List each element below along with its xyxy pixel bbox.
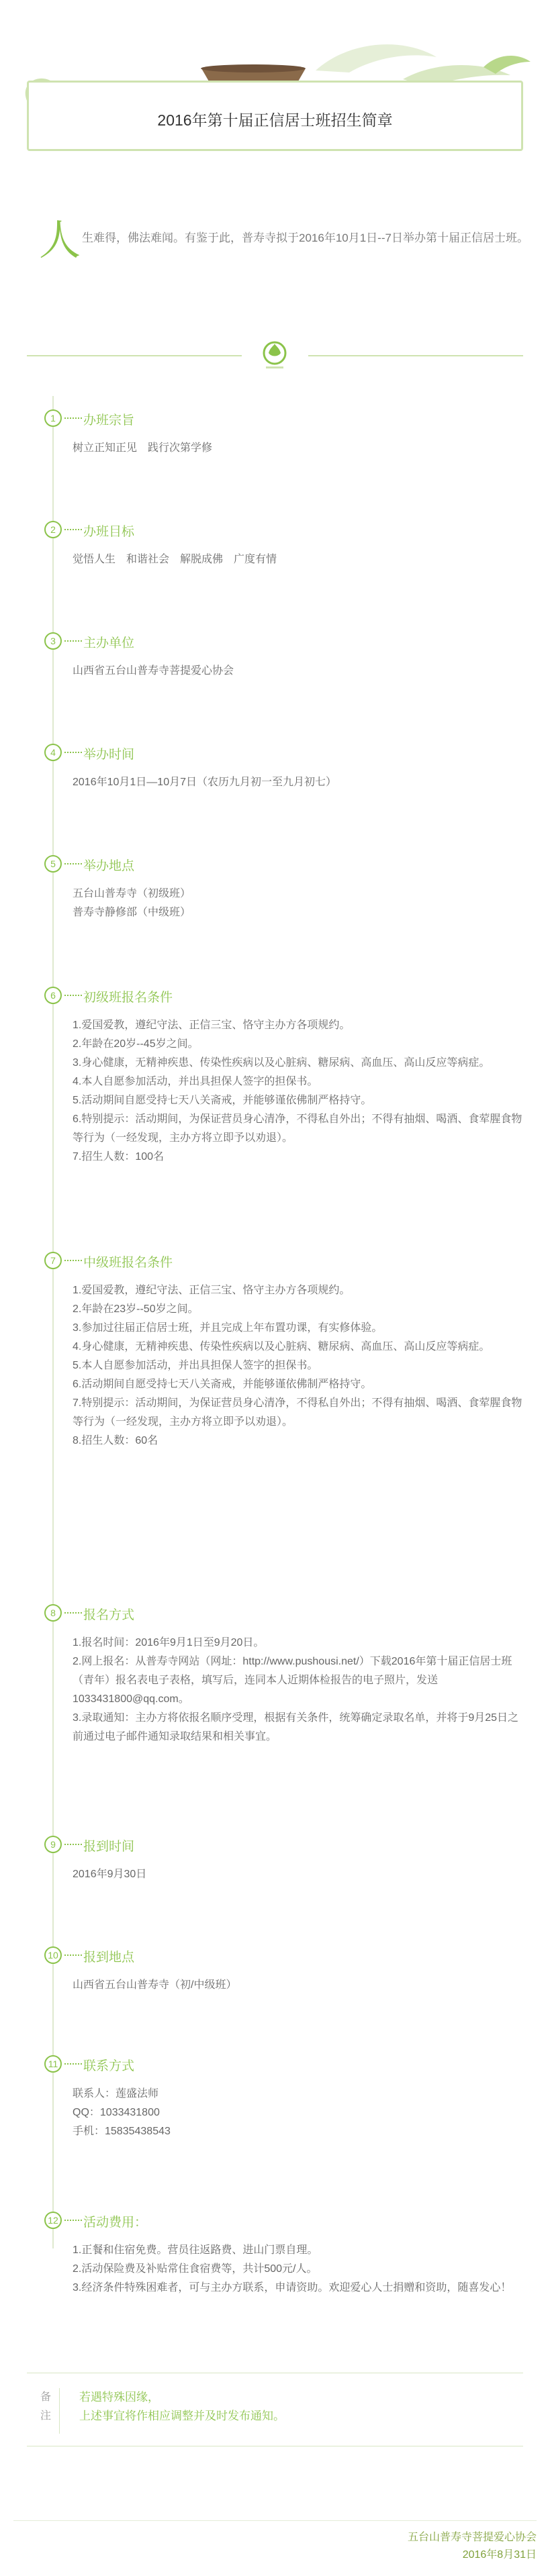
section-line: 3.身心健康，无精神疾患、传染性疾病以及心脏病、糖尿病、高血压、高山反应等病症。 — [73, 1057, 490, 1069]
section-number: 12 — [44, 2212, 62, 2229]
section-line: 4.本人自愿参加活动，并出具担保人签字的担保书。 — [73, 1076, 318, 1087]
section-line: 7.特别提示：活动期间，为保证营员身心清净，不得私自外出；不得有抽烟、喝酒、食荤腥食物等行为（一经发现，主办方将立即予以劝退）。 — [73, 1397, 522, 1428]
section-line: 2016年10月1日—10月7日（农历九月初一至九月初七） — [73, 777, 336, 788]
section-title: 报名方式 — [83, 1608, 135, 1622]
section-line: 8.招生人数：60名 — [73, 1435, 158, 1446]
section-line: 5.活动期间自愿受持七天八关斋戒，并能够谨依佛制严格持守。 — [73, 1095, 372, 1106]
section-line: 山西省五台山普寿寺（初/中级班） — [73, 1979, 237, 1991]
section-intermediate-requirements — [44, 1252, 528, 1450]
section-line: 6.活动期间自愿受持七天八关斋戒，并能够谨依佛制严格持守。 — [73, 1379, 372, 1390]
contact-person: 联系人：莲盛法师 — [73, 2088, 159, 2099]
section-organizer — [44, 632, 528, 681]
section-number: 1 — [44, 409, 62, 427]
section-title: 主办单位 — [83, 636, 135, 650]
section-line: 6.特别提示：活动期间，为保证营员身心清净，不得私自外出；不得有抽烟、喝酒、食荤腥食物等行为（一经发现，主办方将立即予以劝退）。 — [73, 1113, 522, 1144]
section-title: 初级班报名条件 — [83, 991, 173, 1005]
section-line: 普寿寺静修部（中级班） — [73, 907, 191, 918]
header-banner — [0, 0, 550, 164]
section-checkin-time — [44, 1836, 528, 1884]
section-number: 5 — [44, 855, 62, 873]
section-number: 6 — [44, 987, 62, 1004]
section-title: 办班宗旨 — [83, 413, 135, 428]
section-fees — [44, 2212, 528, 2297]
section-line: 树立正知正见 践行次第学修 — [73, 442, 213, 454]
signature — [408, 2529, 537, 2564]
section-title: 报到地点 — [83, 1950, 135, 1965]
section-number: 10 — [44, 1946, 62, 1964]
contact-qq: QQ：1033431800 — [73, 2107, 160, 2118]
note-box — [27, 2373, 523, 2446]
section-line: 2.网上报名：从普寿寺网站（网址：http://www.pushousi.net/）下载2016年第十届正信居士班（青年）报名表电子表格，填写后，连同本人近期体检报告的电子照片，发送1033431800@qq.com。 — [73, 1656, 512, 1705]
section-number: 3 — [44, 632, 62, 650]
section-title: 办班目标 — [83, 525, 135, 539]
signature-date: 2016年8月31日 — [462, 2549, 537, 2561]
section-line: 3.参加过往届正信居士班，并且完成上年布置功课，有实修体验。 — [73, 1322, 383, 1334]
section-number: 8 — [44, 1604, 62, 1622]
section-goals — [44, 521, 528, 569]
section-line: 3.录取通知：主办方将依报名顺序受理，根据有关条件，统筹确定录取名单，并将于9月25日之前通过电子邮件通知录取结果和相关事宜。 — [73, 1712, 519, 1742]
section-line: 2016年9月30日 — [73, 1869, 147, 1880]
section-title: 报到时间 — [83, 1840, 135, 1854]
section-line: 觉悟人生 和谐社会 解脱成佛 广度有情 — [73, 554, 277, 565]
section-checkin-location — [44, 1946, 528, 1995]
section-number: 9 — [44, 1836, 62, 1853]
section-line: 3.经济条件特殊困难者，可与主办方联系，申请资助。欢迎爱心人士捐赠和资助，随喜发心！ — [73, 2282, 512, 2293]
section-line: 2.活动保险费及补贴常住食宿费等，共计500元/人。 — [73, 2263, 318, 2275]
section-line: 4.身心健康，无精神疾患、传染性疾病以及心脏病、糖尿病、高血压、高山反应等病症。 — [73, 1341, 490, 1352]
section-title: 活动费用： — [83, 2216, 148, 2230]
note-label: 备 注 — [32, 2388, 60, 2434]
section-line: 5.本人自愿参加活动，并出具担保人签字的担保书。 — [73, 1360, 318, 1371]
section-line: 1.爱国爱教，遵纪守法、正信三宝、恪守主办方各项规约。 — [73, 1020, 351, 1031]
section-line: 1.爱国爱教，遵纪守法、正信三宝、恪守主办方各项规约。 — [73, 1285, 351, 1296]
section-number: 7 — [44, 1252, 62, 1269]
intro-drop-cap: 人 — [39, 217, 81, 264]
section-line: 1.报名时间：2016年9月1日至9月20日。 — [73, 1637, 265, 1648]
section-line: 7.招生人数：100名 — [73, 1151, 165, 1162]
section-title: 中级班报名条件 — [83, 1256, 173, 1270]
lotus-logo-icon — [264, 342, 285, 368]
contact-phone: 手机：15835438543 — [73, 2126, 171, 2137]
section-purpose — [44, 409, 528, 458]
page-title: 2016年第十届正信居士班招生简章 — [157, 111, 393, 129]
note-text: 若遇特殊因缘， 上述事宜将作相应调整并及时发布通知。 — [79, 2391, 285, 2422]
section-location — [44, 855, 528, 922]
section-line: 1.正餐和住宿免费。营员往返路费、进山门票自理。 — [73, 2244, 318, 2256]
section-contact — [44, 2055, 528, 2141]
section-number: 4 — [44, 744, 62, 761]
signature-org: 五台山普寿寺菩提爱心协会 — [407, 2532, 537, 2543]
footer-divider — [13, 2520, 537, 2521]
section-line: 2.年龄在23岁--50岁之间。 — [73, 1303, 199, 1315]
section-basic-requirements — [44, 987, 528, 1167]
section-title: 举办时间 — [83, 748, 135, 762]
section-registration — [44, 1604, 528, 1746]
section-time — [44, 744, 528, 792]
intro-paragraph — [39, 217, 536, 264]
section-line: 山西省五台山普寿寺菩提爱心协会 — [73, 665, 234, 677]
section-divider — [27, 336, 523, 376]
section-title: 举办地点 — [83, 859, 135, 873]
section-title: 联系方式 — [83, 2059, 135, 2073]
intro-text: 生难得，佛法难闻。有鉴于此，普寿寺拟于2016年10月1日--7日举办第十届正信居士班。 — [82, 232, 529, 244]
section-line: 五台山普寿寺（初级班） — [73, 888, 191, 899]
section-number: 2 — [44, 521, 62, 538]
title-frame — [27, 81, 523, 151]
section-line: 2.年龄在20岁--45岁之间。 — [73, 1038, 199, 1050]
section-number: 11 — [44, 2055, 62, 2073]
